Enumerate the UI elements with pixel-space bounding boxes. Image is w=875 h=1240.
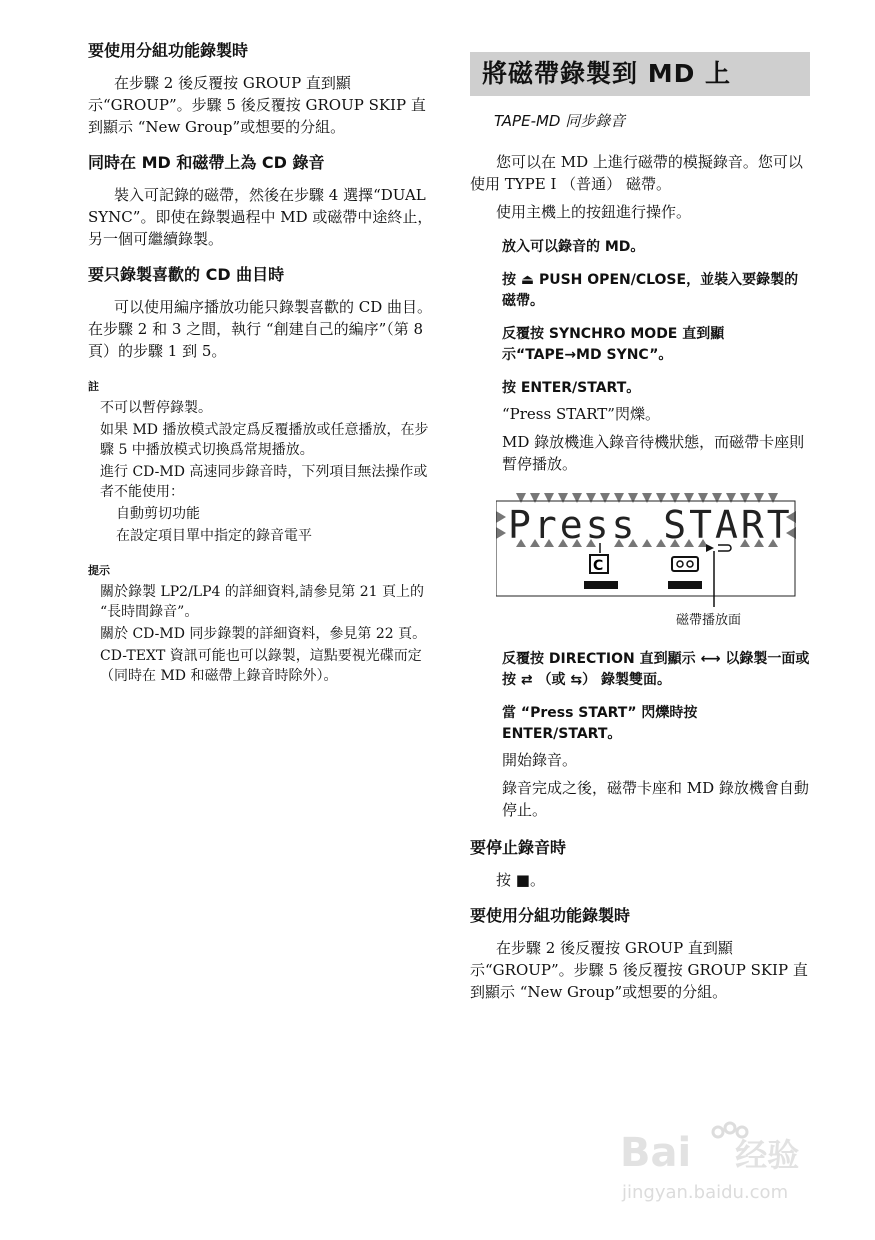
watermark-url: jingyan.baidu.com [622, 1182, 789, 1203]
step-6-detail: 開始錄音。 [502, 751, 578, 769]
step-4-detail: “Press START”閃爍。 [502, 405, 660, 423]
tips-list [88, 582, 433, 686]
lcd-illustration [496, 489, 796, 629]
section-subtitle: TAPE-MD 同步錄音 [494, 112, 626, 130]
step-2: 按 ⏏ PUSH OPEN/CLOSE，並裝入要錄製的磁帶。 [502, 272, 799, 309]
notes-list [88, 398, 433, 546]
intro-text: 您可以在 MD 上進行磁帶的模擬錄音。您可以使用 TYPE I （普通） 磁帶。 [470, 153, 803, 193]
tip-item: CD-TEXT 資訊可能也可以錄製，這點要視光碟而定 （同時在 MD 和磁帶上錄音時除外）。 [100, 648, 422, 684]
group-recording-text-2: 在步驟 2 後反覆按 GROUP 直到顯示“GROUP”。步驟 5 後反覆按 GROUP SKIP 直到顯示 “New Group”或想要的分組。 [470, 939, 808, 1001]
tape-icon [668, 557, 702, 589]
favorite-tracks-text: 可以使用編序播放功能只錄製喜歡的 CD 曲目。在步驟 2 和 3 之間，執行 “創建自己的編序”（第 8 頁）的步驟 1 到 5。 [88, 298, 433, 360]
tape-side-caption: 磁帶播放面 [676, 613, 742, 628]
baidu-watermark [620, 1120, 830, 1210]
watermark-cn: 经验 [735, 1136, 800, 1174]
step-6: 當 “Press START” 閃爍時按 ENTER/START。 [502, 705, 698, 742]
dual-sync-heading: 同時在 MD 和磁帶上為 CD 錄音 [88, 153, 325, 172]
md-icon [584, 555, 618, 589]
tip-item: 關於 CD-MD 同步錄製的詳細資料，參見第 22 頁。 [100, 626, 427, 642]
note-item: 如果 MD 播放模式設定爲反覆播放或任意播放，在步驟 5 中播放模式切換爲常規播放。 [100, 422, 429, 458]
step-1: 放入可以錄音的 MD。 [502, 239, 645, 255]
note-subitem: 在設定項目單中指定的錄音電平 [116, 528, 312, 544]
note-item: 進行 CD-MD 高速同步錄音時，下列項目無法操作或者不能使用： [100, 464, 428, 500]
stop-recording-heading: 要停止錄音時 [470, 838, 567, 857]
favorite-tracks-heading: 要只錄製喜歡的 CD 曲目時 [88, 265, 285, 284]
lcd-text: Press START [508, 503, 793, 547]
section-title: 將磁帶錄製到 MD 上 [470, 52, 810, 96]
left-column [88, 40, 433, 692]
group-recording-text: 在步驟 2 後反覆按 GROUP 直到顯示“GROUP”。步驟 5 後反覆按 GROUP SKIP 直到顯示 “New Group”或想要的分組。 [88, 74, 426, 136]
right-column [470, 52, 810, 1017]
step-5: 反覆按 DIRECTION 直到顯示 ⟷ 以錄製一面或按 ⇄ （或 ⇆） 錄製雙面。 [502, 651, 810, 688]
stop-recording-text: 按 ■。 [496, 871, 545, 889]
step-4-detail-2: MD 錄放機進入錄音待機狀態，而磁帶卡座則暫停播放。 [502, 433, 805, 473]
note-item: 不可以暫停錄製。 [100, 400, 212, 416]
tips-heading: 提示 [88, 564, 110, 577]
intro-text-2: 使用主機上的按鈕進行操作。 [496, 203, 692, 221]
dual-sync-text: 裝入可記錄的磁帶，然後在步驟 4 選擇“DUAL SYNC”。即使在錄製過程中 MD 或磁帶中途終止，另一個可繼續錄製。 [88, 186, 433, 248]
step-3: 反覆按 SYNCHRO MODE 直到顯示“TAPE→MD SYNC”。 [502, 326, 725, 363]
note-subitem: 自動剪切功能 [116, 506, 200, 522]
group-recording-heading: 要使用分組功能錄製時 [88, 41, 249, 60]
watermark-brand: Bai [620, 1130, 692, 1176]
notes-heading: 註 [88, 380, 99, 393]
svg-text:C: C [593, 558, 604, 574]
tip-item: 關於錄製 LP2/LP4 的詳細資料,請參見第 21 頁上的 “長時間錄音”。 [100, 584, 425, 620]
step-4: 按 ENTER/START。 [502, 380, 641, 396]
step-6-detail-2: 錄音完成之後，磁帶卡座和 MD 錄放機會自動停止。 [502, 779, 809, 819]
group-recording-heading-2: 要使用分組功能錄製時 [470, 906, 631, 925]
